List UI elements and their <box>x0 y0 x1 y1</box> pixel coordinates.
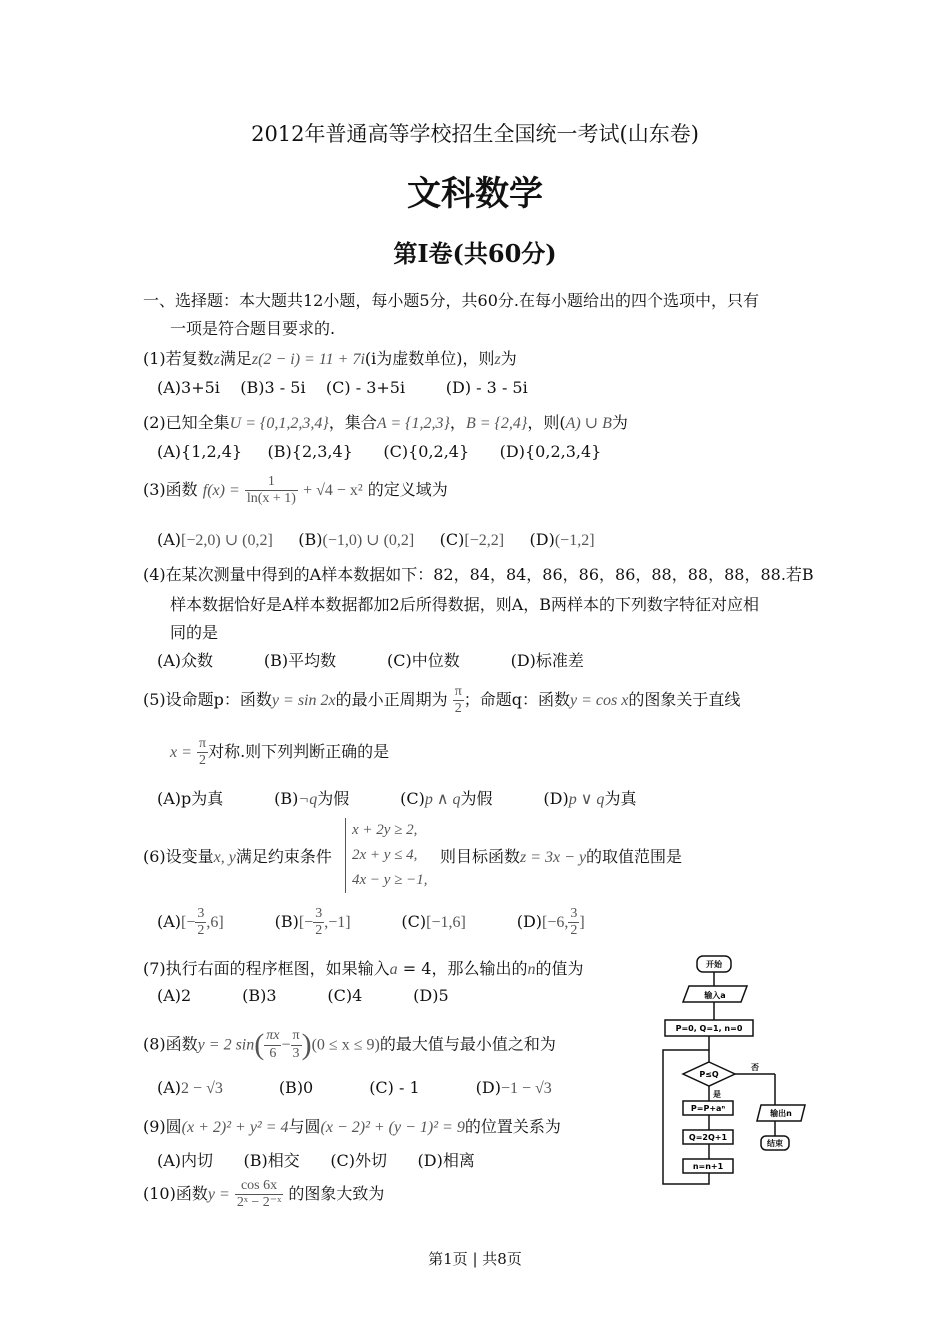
flow-end-label: 结束 <box>767 1139 783 1148</box>
part-title: 第Ⅰ卷(共60分) <box>393 239 557 268</box>
question-8-options: (A)2 − √3 (B)0 (C) - 1 (D)−1 − √3 <box>157 1078 552 1097</box>
flow-step-n-label: n=n+1 <box>692 1162 724 1171</box>
question-6-options: (A)[− $\frac{3}{2}$ ,6] (B)[− $\frac{3}{2}$ ,−1] (C)[−1,6] (D)[−6, $\frac{3}{2}$ ] <box>157 906 585 939</box>
section-instruction: 一、选择题：本大题共12小题，每小题5分，共60分.在每小题给出的四个选项中，只有 <box>143 291 759 310</box>
question-3-options: (A)[−2,0) ∪ (0,2] (B)(−1,0) ∪ (0,2] (C)[−2,2] (D)(−1,2] <box>157 530 595 549</box>
question-5-cont: x = $\frac{\pi}{2}$ 对称.则下列判断正确的是 <box>170 736 390 769</box>
question-1-options: (A)3+5i (B)3 - 5i (C) - 3+5i (D) - 3 - 5i <box>157 378 528 397</box>
fraction: $\frac{\pi}{3}$ <box>292 1028 300 1061</box>
question-7: (7)执行右面的程序框图，如果输入a = 4，那么输出的n的值为 <box>143 959 584 978</box>
question-9: (9)圆(x + 2)² + y² = 4与圆(x − 2)² + (y − 1)² = 9的位置关系为 <box>143 1117 561 1136</box>
fraction: $\frac{3}{2}$ <box>315 906 323 939</box>
flow-init-label: P=0, Q=1, n=0 <box>675 1024 743 1033</box>
question-3: (3)函数 f(x) = $\frac{1}{\ln(x + 1)}$ + √4 − x² 的定义域为 <box>143 474 448 507</box>
flow-input-label: 输入a <box>704 991 726 1000</box>
question-4-cont2: 同的是 <box>170 623 219 642</box>
flow-condition-label: P≤Q <box>699 1070 719 1079</box>
exam-title: 2012年普通高等学校招生全国统一考试(山东卷) <box>251 122 699 146</box>
fraction: $\frac{\pi}{2}$ <box>454 684 462 717</box>
flow-yes-label: 是 <box>713 1090 721 1099</box>
flow-start-label: 开始 <box>706 960 722 969</box>
question-2-options: (A){1,2,4} (B){2,3,4} (C){0,2,4} (D){0,2,3,4} <box>157 442 602 461</box>
flow-step-p-label: P=P+aⁿ <box>690 1104 726 1113</box>
question-5-options: (A)p为真 (B)¬q为假 (C)p ∧ q为假 (D)p ∨ q为真 <box>157 789 637 808</box>
fraction: $\frac{\cos 6x}{\text{2ˣ − 2⁻ˣ}}$ <box>236 1178 282 1211</box>
flow-output-label: 输出n <box>770 1109 792 1118</box>
page-footer: 第1页 | 共8页 <box>428 1250 522 1268</box>
question-5: (5)设命题p：函数y = sin 2x的最小正周期为 $\frac{\pi}{2}$ ；命题q：函数y = cos x的图象关于直线 <box>143 684 741 717</box>
fraction: $\frac{1}{\ln(x + 1)}$ <box>246 474 296 507</box>
question-9-options: (A)内切 (B)相交 (C)外切 (D)相离 <box>157 1151 475 1170</box>
fraction: $\frac{3}{2}$ <box>570 906 578 939</box>
question-10: (10)函数y = $\frac{\cos 6x}{\text{2ˣ − 2⁻ˣ}}$ 的图象大致为 <box>143 1178 385 1211</box>
fraction: $\frac{\pi x}{6}$ <box>266 1028 280 1061</box>
fraction: $\frac{\pi}{2}$ <box>199 736 207 769</box>
question-7-options: (A)2 (B)3 (C)4 (D)5 <box>157 986 449 1005</box>
question-1: (1)若复数z满足z(2 − i) = 11 + 7i(i为虚数单位)，则z为 <box>143 349 517 368</box>
question-4: (4)在某次测量中得到的A样本数据如下：82，84，84，86，86，86，88，88，88，88.若B <box>143 565 814 584</box>
question-6: (6)设变量x, y满足约束条件 <box>143 847 332 866</box>
question-4-cont: 样本数据恰好是A样本数据都加2后所得数据，则A，B两样本的下列数字特征对应相 <box>170 595 760 614</box>
question-2: (2)已知全集U = {0,1,2,3,4}，集合A = {1,2,3}，B = {2,4}，则(A) ∪ B为 <box>143 413 628 432</box>
subject-title: 文科数学 <box>407 174 543 214</box>
constraint-system: x + 2y ≥ 2, 2x + y ≤ 4, 4x − y ≥ −1, <box>345 818 428 893</box>
fraction: $\frac{3}{2}$ <box>197 906 205 939</box>
section-instruction-cont: 一项是符合题目要求的. <box>170 319 336 338</box>
program-flowchart <box>655 950 815 1190</box>
flow-no-label: 否 <box>751 1063 759 1072</box>
question-6-cont: 则目标函数z = 3x − y的取值范围是 <box>440 847 683 866</box>
flow-step-q-label: Q=2Q+1 <box>688 1133 728 1142</box>
question-4-options: (A)众数 (B)平均数 (C)中位数 (D)标准差 <box>157 651 584 670</box>
question-8: (8)函数y = 2 sin( $\frac{\pi x}{6}$ − $\frac{\pi}{3}$ )(0 ≤ x ≤ 9)的最大值与最小值之和为 <box>143 1028 556 1061</box>
